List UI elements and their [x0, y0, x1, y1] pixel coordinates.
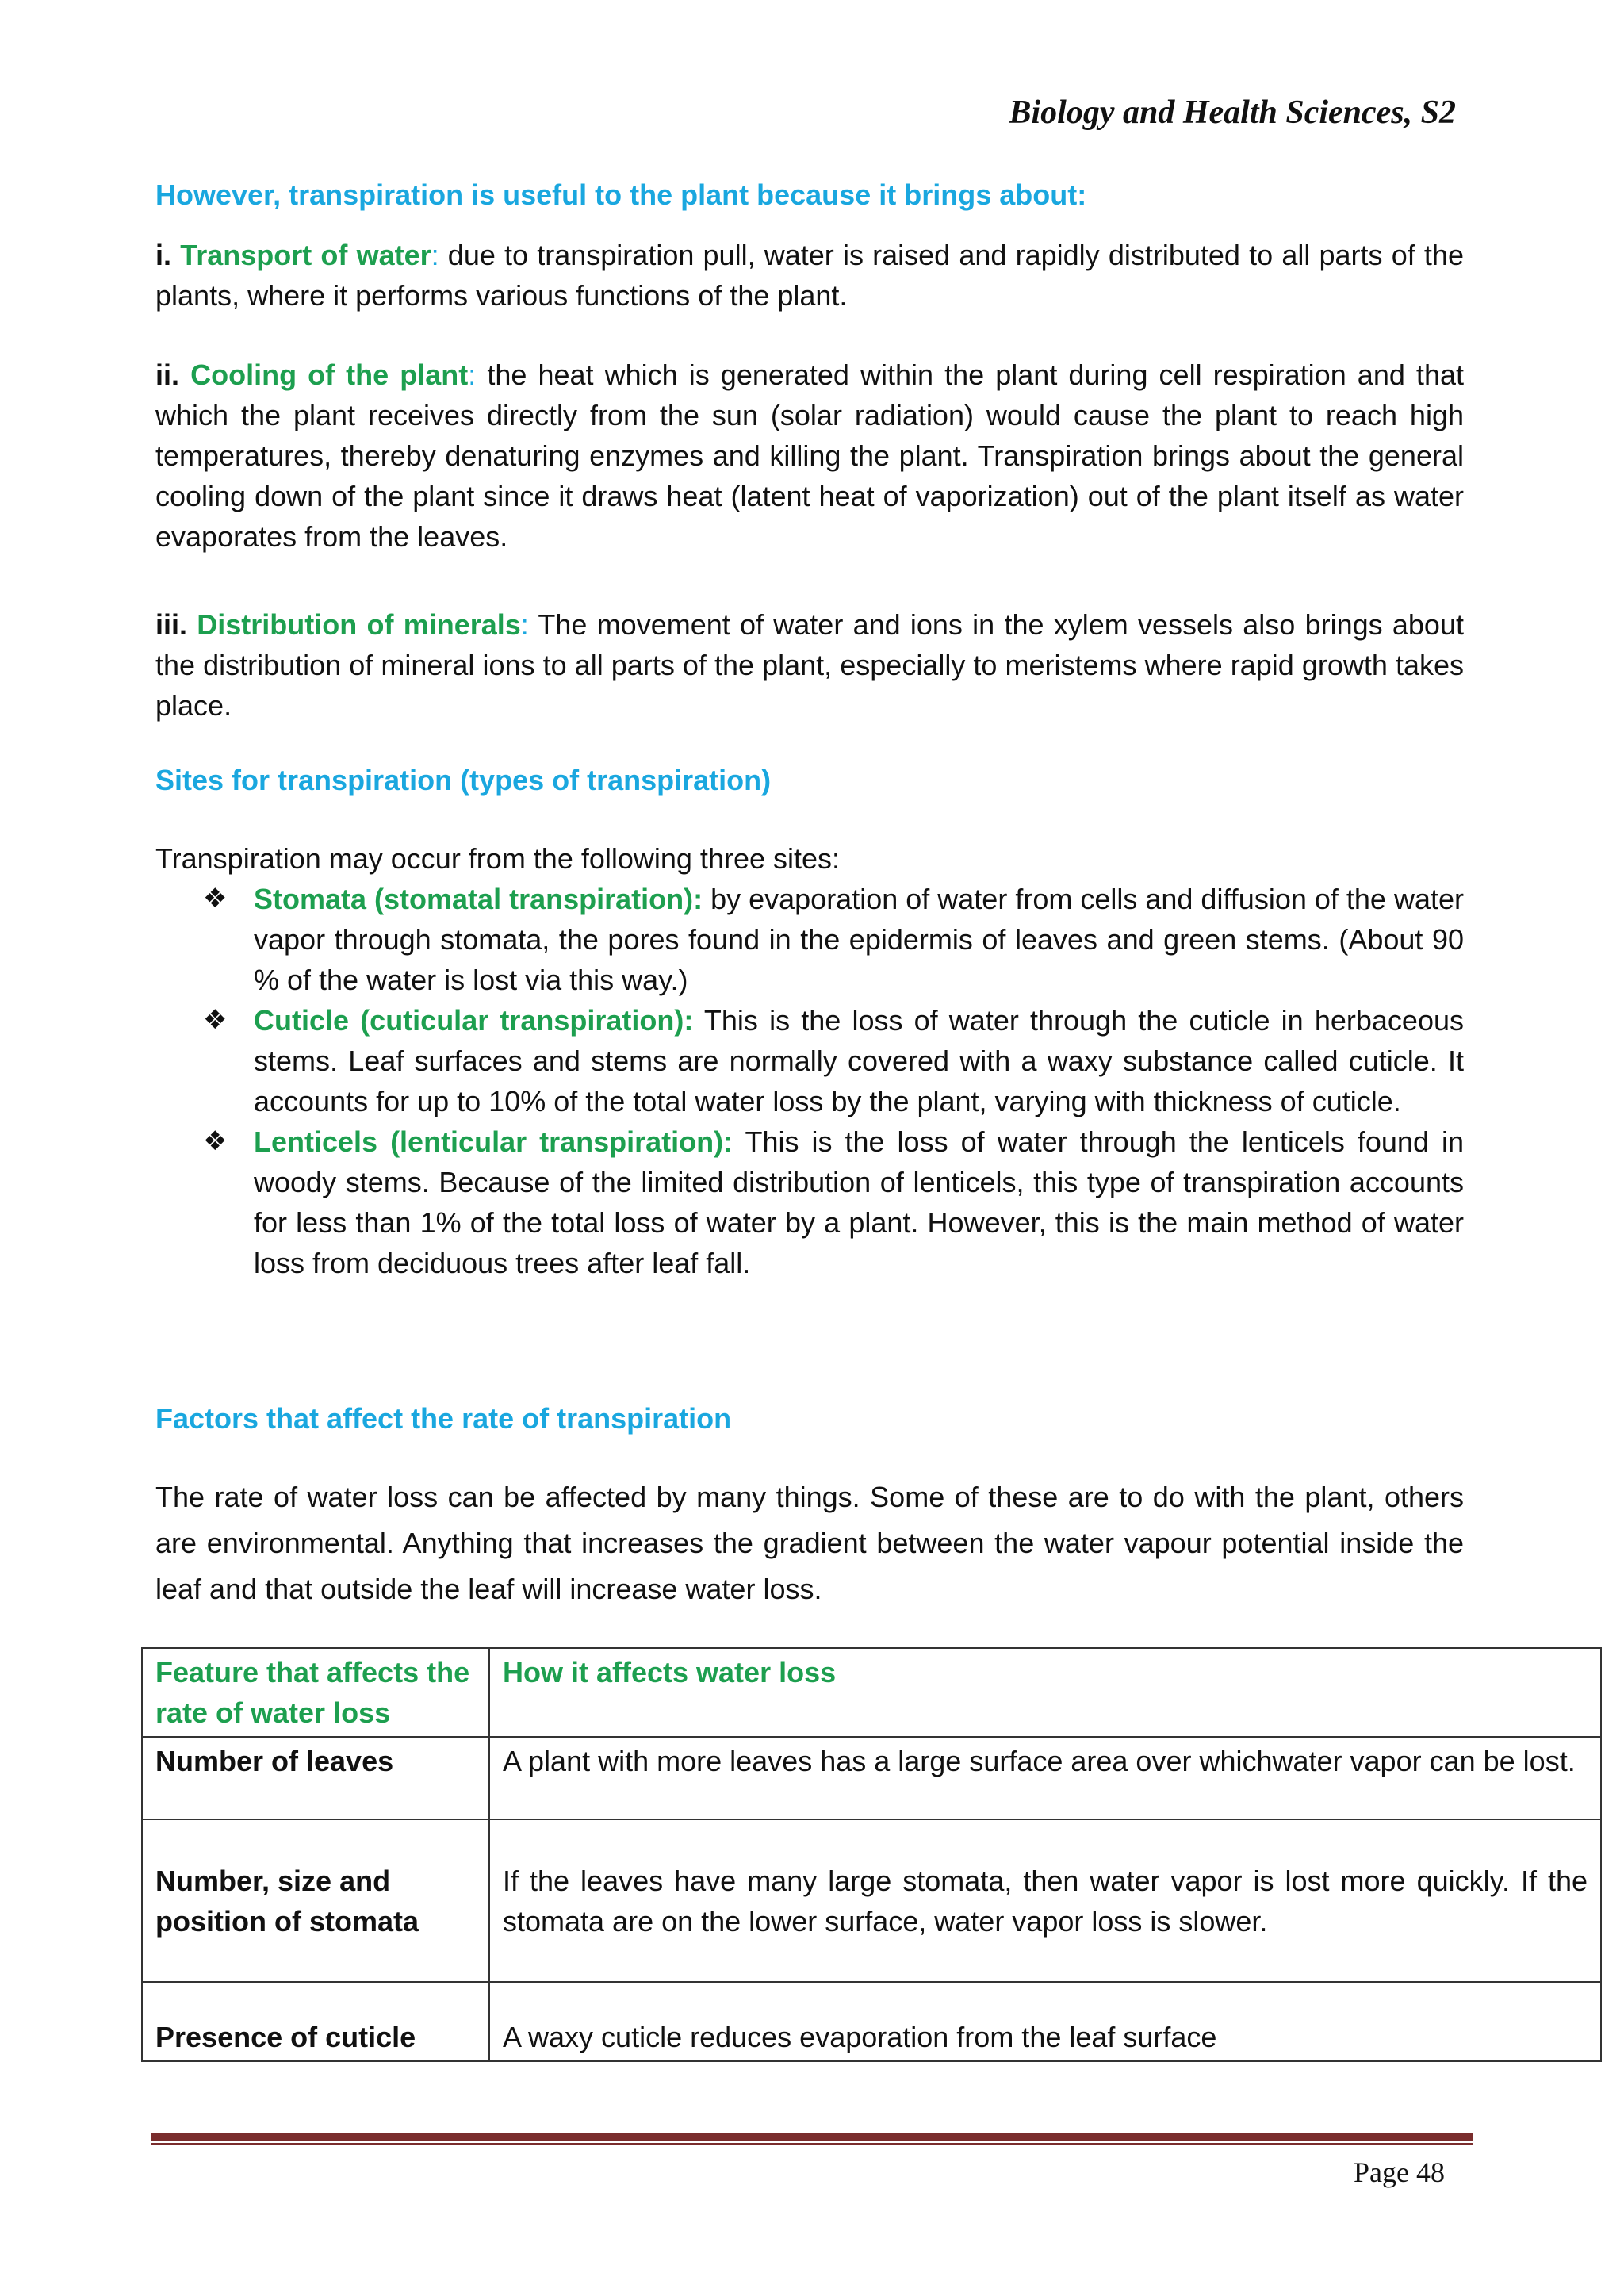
column-header-effect: How it affects water loss — [489, 1648, 1601, 1737]
table-row — [142, 1737, 1601, 1819]
site-text: This is the loss of water through the lenticels found in woody stems. Because of the limited distribution of lenticels, this type of transpiration accounts for less than 1% of the total loss of water by a plant. However, this is the main method of water loss from deciduous trees after leaf fall. — [254, 1125, 1464, 1279]
usefulness-heading: However, transpiration is useful to the plant because it brings about: — [155, 178, 1087, 211]
feature-cell: Number, size and position of stomata — [142, 1819, 489, 1982]
feature-cell: Presence of cuticle — [142, 1982, 489, 2061]
sites-heading: Sites for transpiration (types of transpiration) — [155, 764, 772, 796]
site-keyword: Stomata (stomatal transpiration): — [254, 883, 703, 915]
item-number: i. — [155, 239, 172, 271]
page-number: Page 48 — [1354, 2156, 1445, 2188]
table-row — [142, 1819, 1601, 1982]
factors-table — [141, 1647, 1602, 2062]
item-keyword: Distribution of minerals — [197, 608, 521, 641]
diamond-bullet-icon: ❖ — [203, 884, 228, 914]
item-text: the heat which is generated within the plant during cell respiration and that which the plant receives directly from the sun (solar radiation) would cause the plant to reach high temperatures, thereby denaturing enzymes and killing the plant. Transpiration brings about the general cooling down of the plant since it draws heat (latent heat of vaporization) out of the plant itself as water evaporates from the leaves. — [155, 358, 1464, 553]
item-keyword: Cooling of the plant — [190, 358, 469, 391]
item-number: ii. — [155, 358, 180, 391]
running-header: Biology and Health Sciences, S2 — [1009, 94, 1456, 131]
table-row — [142, 1982, 1601, 2061]
useful-item-transport: i. Transport of water: due to transpiration pull, water is raised and rapidly distributed to all parts of the plants, where it performs various functions of the plant. — [155, 239, 1464, 312]
diamond-bullet-icon: ❖ — [203, 1126, 228, 1156]
factors-intro: The rate of water loss can be affected by many things. Some of these are to do with the plant, others are environmental. Anything that increases the gradient between the water vapour potential inside the leaf and that outside the leaf will increase water loss. — [155, 1481, 1464, 1605]
effect-cell: A plant with more leaves has a large surface area over whichwater vapor can be lost. — [489, 1737, 1601, 1819]
list-item — [155, 1121, 1464, 1283]
effect-cell: If the leaves have many large stomata, then water vapor is lost more quickly. If the stomata are on the lower surface, water vapor loss is slower. — [489, 1819, 1601, 1982]
sites-intro: Transpiration may occur from the following three sites: — [155, 842, 841, 875]
footer-rule — [151, 2133, 1473, 2145]
sites-list — [155, 879, 1464, 1283]
item-text: The movement of water and ions in the xylem vessels also brings about the distribution of mineral ions to all parts of the plant, especially to meristems where rapid growth takes place. — [155, 608, 1464, 722]
list-item — [155, 879, 1464, 1000]
site-keyword: Cuticle (cuticular transpiration): — [254, 1004, 694, 1037]
useful-item-minerals: iii. Distribution of minerals: The movement of water and ions in the xylem vessels also brings about the distribution of mineral ions to all parts of the plant, especially to meristems where rapid growth takes place. — [155, 608, 1464, 722]
table-header-row — [142, 1648, 1601, 1737]
site-keyword: Lenticels (lenticular transpiration): — [254, 1125, 733, 1158]
list-item — [155, 1000, 1464, 1121]
site-text: by evaporation of water from cells and diffusion of the water vapor through stomata, the pores found in the epidermis of leaves and green stems. (About 90 % of the water is lost via this way.) — [254, 883, 1464, 996]
item-text: due to transpiration pull, water is raised and rapidly distributed to all parts of the plants, where it performs various functions of the plant. — [155, 239, 1464, 312]
column-header-feature: Feature that affects the rate of water loss — [142, 1648, 489, 1737]
effect-cell: A waxy cuticle reduces evaporation from the leaf surface — [489, 1982, 1601, 2061]
feature-cell: Number of leaves — [142, 1737, 489, 1819]
site-text: This is the loss of water through the cuticle in herbaceous stems. Leaf surfaces and stems are normally covered with a waxy substance called cuticle. It accounts for up to 10% of the total water loss by the plant, varying with thickness of cuticle. — [254, 1004, 1464, 1117]
useful-item-cooling: ii. Cooling of the plant: the heat which is generated within the plant during cell respiration and that which the plant receives directly from the sun (solar radiation) would cause the plant to reach high temperatures, thereby denaturing enzymes and killing the plant. Transpiration brings about the general cooling down of the plant since it draws heat (latent heat of vaporization) out of the plant itself as water evaporates from the leaves. — [155, 358, 1464, 553]
diamond-bullet-icon: ❖ — [203, 1005, 228, 1035]
factors-heading: Factors that affect the rate of transpiration — [155, 1402, 732, 1435]
item-number: iii. — [155, 608, 188, 641]
item-keyword: Transport of water — [180, 239, 431, 271]
